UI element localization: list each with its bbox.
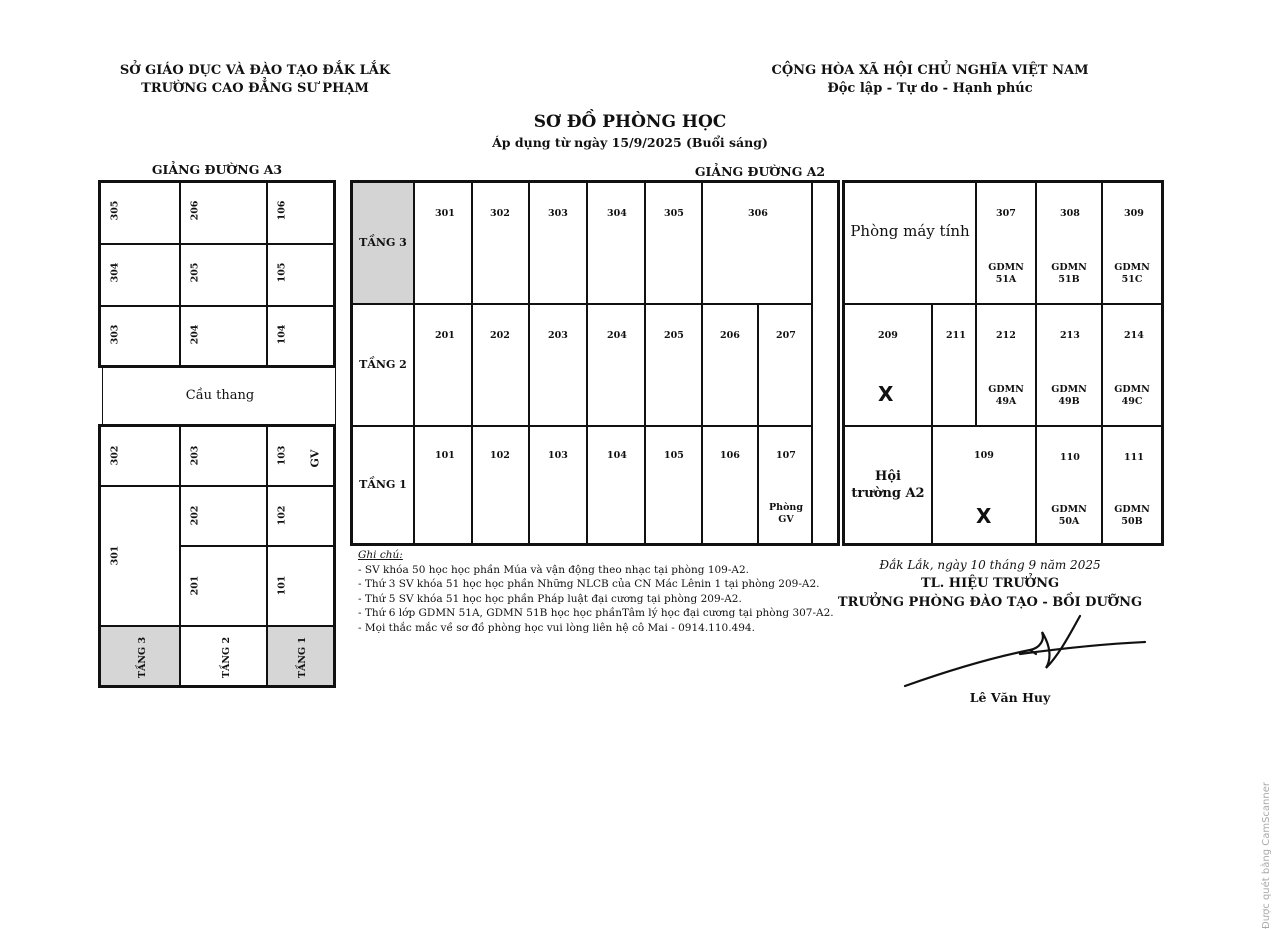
a2-room-label: 213	[1060, 330, 1080, 341]
a2-room-label: 101	[435, 450, 455, 461]
a2-room	[645, 182, 702, 304]
note-item: - Thứ 6 lớp GDMN 51A, GDMN 51B học học phầnTâm lý học đại cương tại phòng 307-A2.	[358, 607, 834, 619]
a2-room-label: 102	[490, 450, 510, 461]
note-item: - Thứ 5 SV khóa 51 học học phần Pháp luật đại cương tại phòng 209-A2.	[358, 592, 742, 605]
a2-room	[472, 182, 529, 304]
a2-room-label: 301	[435, 208, 455, 219]
a3-room-label: 102	[276, 505, 288, 526]
a2-gv-room-label: Phòng GV	[769, 502, 803, 525]
a2-room	[529, 182, 587, 304]
a2-room-label: 204	[607, 330, 627, 341]
a2-room	[702, 426, 758, 544]
a2-room-label: 104	[607, 450, 627, 461]
a2-room	[932, 304, 976, 426]
a2-computer-room-label: Phòng máy tính	[850, 222, 970, 240]
a3-gv-label: GV	[308, 449, 322, 468]
a2-class-label: GDMN 49B	[1051, 384, 1087, 407]
a2-room	[758, 304, 812, 426]
a2-floor2-label: TẦNG 2	[359, 358, 407, 371]
a2-room-label: 202	[490, 330, 510, 341]
a2-class-label: GDMN 49C	[1114, 384, 1150, 407]
a2-room-label: 105	[664, 450, 684, 461]
a3-room-label: 304	[109, 262, 121, 283]
header-right-line2: Độc lập - Tự do - Hạnh phúc	[827, 81, 1033, 96]
a2-room	[472, 426, 529, 544]
a2-room	[758, 426, 812, 544]
a2-room-label: 307	[996, 208, 1016, 219]
a2-room-label: 209	[878, 330, 898, 341]
note-item: - SV khóa 50 học học phần Múa và vận động theo nhạc tại phòng 109-A2.	[358, 563, 750, 576]
header-left-line1: SỞ GIÁO DỤC VÀ ĐÀO TẠO ĐẮK LẮK	[119, 63, 391, 78]
a2-class-label: GDMN 51A	[988, 262, 1024, 285]
a2-computer-room	[844, 182, 976, 304]
sign-role1: TL. HIỆU TRƯỞNG	[920, 576, 1060, 591]
a2-closed-mark: X	[878, 382, 894, 406]
a2-room-label: 203	[548, 330, 568, 341]
a2-room	[702, 182, 812, 304]
a2-floor3-label: TẦNG 3	[359, 236, 407, 249]
a2-room-label: 201	[435, 330, 455, 341]
a2-room	[645, 304, 702, 426]
a2-room	[587, 304, 645, 426]
a2-room	[529, 426, 587, 544]
note-item: - Thứ 3 SV khóa 51 học học phần Những NLCB của CN Mác Lênin 1 tại phòng 209-A2.	[358, 578, 820, 590]
a2-room-label: 206	[720, 330, 740, 341]
sign-name: Lê Văn Huy	[969, 690, 1051, 705]
a2-room	[529, 304, 587, 426]
a3-stairs-label: Cầu thang	[185, 388, 255, 403]
a2-room-label: 211	[946, 330, 966, 341]
a2-room	[414, 304, 472, 426]
sign-role2: TRƯỞNG PHÒNG ĐÀO TẠO - BỒI DƯỠNG	[837, 595, 1143, 610]
a2-room	[645, 426, 702, 544]
a2-room-label: 109	[974, 450, 994, 461]
a2-room	[702, 304, 758, 426]
a2-room-label: 306	[748, 208, 768, 219]
header-left-line2: TRƯỜNG CAO ĐẲNG SƯ PHẠM	[141, 81, 369, 96]
a2-room	[472, 304, 529, 426]
a2-title: GIẢNG ĐƯỜNG A2	[694, 164, 826, 179]
header-right-line1: CỘNG HÒA XÃ HỘI CHỦ NGHĨA VIỆT NAM	[771, 63, 1089, 78]
a3-floor-label: TẦNG 2	[221, 636, 233, 679]
a2-room-label: 309	[1124, 208, 1144, 219]
header-right	[760, 62, 1100, 98]
a2-room-label: 103	[548, 450, 568, 461]
a2-room-label: 304	[607, 208, 627, 219]
a2-closed-mark: X	[976, 504, 992, 528]
a3-room-label: 204	[189, 324, 201, 345]
a3-room-label: 104	[276, 324, 288, 345]
a3-room-label: 201	[189, 575, 201, 596]
a2-hall-label: Hội trường A2	[851, 469, 925, 501]
a3-title: GIẢNG ĐƯỜNG A3	[151, 162, 283, 177]
a3-room-label: 206	[189, 200, 201, 221]
a2-room-label: 214	[1124, 330, 1144, 341]
header-left	[110, 62, 400, 98]
a2-room	[414, 426, 472, 544]
scanner-watermark: Được quét bằng CamScanner	[1261, 782, 1272, 929]
a3-room-label: 103	[276, 445, 288, 466]
a3-room-label: 105	[276, 262, 288, 283]
a3-room-label: 303	[109, 324, 121, 345]
a2-room	[844, 304, 932, 426]
a2-class-label: GDMN 50B	[1114, 504, 1150, 527]
a2-room-label: 305	[664, 208, 684, 219]
a3-room-label: 205	[189, 262, 201, 283]
a2-room-label: 111	[1124, 452, 1144, 463]
a2-room-label: 302	[490, 208, 510, 219]
a2-corridor	[812, 182, 838, 544]
note-item: - Mọi thắc mắc về sơ đồ phòng học vui lòng liên hệ cô Mai - 0914.110.494.	[358, 621, 755, 634]
a2-class-label: GDMN 51C	[1114, 262, 1150, 285]
a2-room	[587, 426, 645, 544]
a2-room-label: 205	[664, 330, 684, 341]
signature-scribble	[900, 610, 1150, 690]
a3-floor-label: TẦNG 3	[137, 636, 149, 679]
a2-class-label: GDMN 49A	[988, 384, 1024, 407]
a3-room-label: 203	[189, 445, 201, 466]
a2-room	[587, 182, 645, 304]
notes-heading: Ghi chú:	[358, 549, 403, 561]
a3-room-label: 301	[109, 545, 121, 566]
page-subtitle: Áp dụng từ ngày 15/9/2025 (Buổi sáng)	[492, 135, 768, 150]
a2-room-label: 207	[776, 330, 796, 341]
a3-room-label: 302	[109, 445, 121, 466]
a2-class-label: GDMN 50A	[1051, 504, 1087, 527]
a2-room-label: 308	[1060, 208, 1080, 219]
a3-room-label: 305	[109, 200, 121, 221]
notes	[358, 548, 834, 635]
a3-floor-label: TẦNG 1	[297, 636, 309, 679]
a3-room-label: 106	[276, 200, 288, 221]
a2-room-label: 110	[1060, 452, 1080, 463]
sign-date: Đắk Lắk, ngày 10 tháng 9 năm 2025	[879, 558, 1101, 572]
a2-room-label: 303	[548, 208, 568, 219]
a3-room-label: 101	[276, 575, 288, 596]
a2-room-label: 106	[720, 450, 740, 461]
a3-room-label: 202	[189, 505, 201, 526]
a2-room-label: 212	[996, 330, 1016, 341]
a2-room	[414, 182, 472, 304]
a2-class-label: GDMN 51B	[1051, 262, 1087, 285]
a2-room-label: 107	[776, 450, 796, 461]
a2-floor1-label: TẦNG 1	[359, 478, 407, 491]
page-title: SƠ ĐỒ PHÒNG HỌC	[533, 112, 727, 132]
